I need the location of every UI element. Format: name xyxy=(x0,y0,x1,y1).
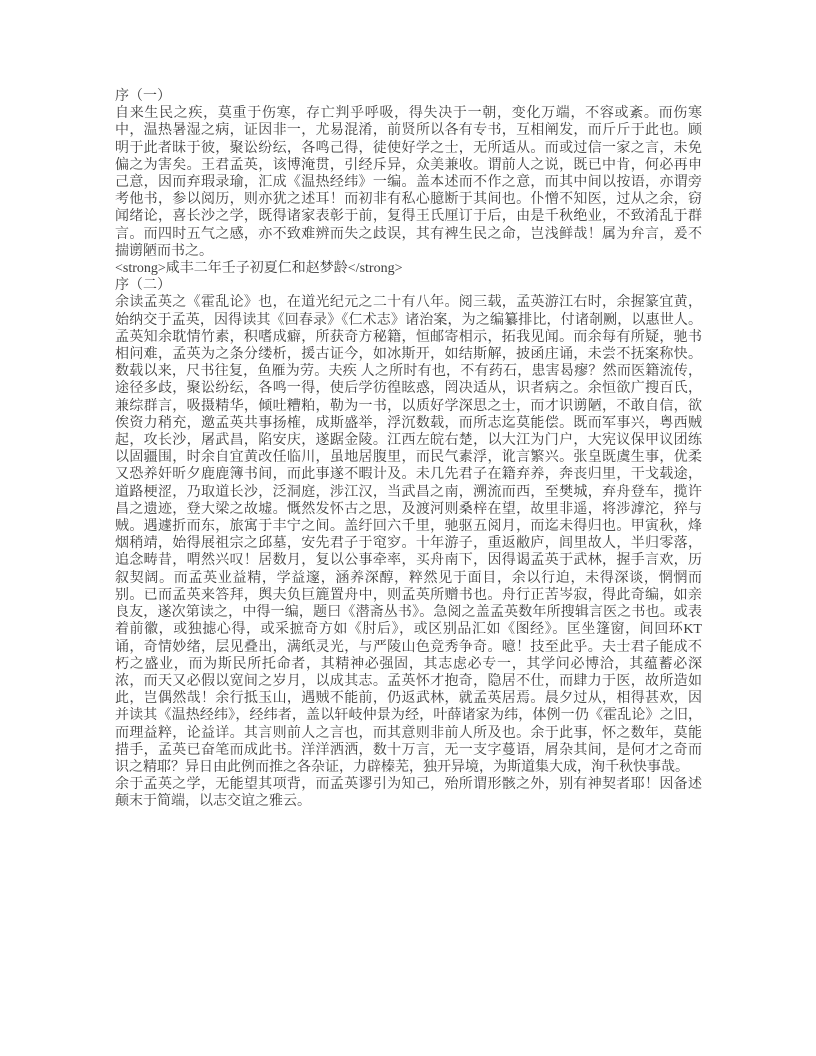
preface-1-paragraph: 自来生民之疾，莫重于伤寒，存亡判乎呼吸，得失决于一朝，变化万端，不容或紊。而伤寒中，温热暑湿之病，证因非一，尤易混淆，前贤所以各有专书，互相阐发，而斤斤于此也。顾明于此者昧于彼，聚讼纷纭，各鸣己得，徒使好学之士，无所适从。而或过信一家之言，未免偏之为害矣。王君孟英，该博淹贯，引经斥异，众美兼收。谓前人之说，既已中肯，何必再申己意，因而弃瑕录瑜，汇成《温热经纬》一编。盖本述而不作之意，而其中间以按语，亦谓旁考他书，参以阅历，则亦犹之述耳！而初非有私心臆断于其间也。仆憎不知医，过从之余，窃闻绪论，喜长沙之学，既得诸家表彰于前，复得王氏厘订于后，由是千秋绝业，不致淆乱于群言。而四时五气之感，亦不致难辨而失之歧误，其有裨生民之命，岂浅鲜哉！属为弁言，爰不揣谫陋而书之。 xyxy=(115,106,702,259)
preface-1-heading: 序（一） xyxy=(115,89,171,104)
preface-2-paragraph: 余读孟英之《霍乱论》也，在道光纪元之二十有八年。阅三载，孟英游江右时，余握篆宜黄，始纳交于孟英，因得读其《回春录》《仁术志》诸治案，为之编纂排比，付诸剞劂，以惠世人。孟英知余耽情竹素，积嗜成癖，所获奇方秘籍，恒邮寄相示，拓我见闻。而余每有所疑，驰书相问难，孟英为之条分缕析，援古证今，如冰斯开，如结斯解，披函庄诵，未尝不抚案称快。数载以来，尺书往复，鱼雁为劳。夫疾 人之所时有也，不有药石，患害曷瘳？然而医籍流传，途径多歧，聚讼纷纭，各鸣一得，使后学彷徨眩惑，罔决适从，识者病之。余恒欲广搜百氏，兼综群言，吸摄精华，倾吐糟粕，勒为一书，以质好学深思之士，而才识谫陋，不敢自信，欲俟资力稍充，邀孟英共事扬榷，成斯盛举，浮沉数载，而所志迄莫能偿。既而军事兴，粤西贼起，攻长沙，屠武昌，陷安庆，遂踞金陵。江西左皖右楚，以大江为门户，大宪议保甲议团练以固疆围，时余自宜黄改任临川，虽地居腹里，而民气素浮，讹言繁兴。张皇既虞生事，优柔又恐养奸昕夕鹿鹿簿书间，而此事遂不暇计及。未几先君子在籍弃养，奔丧归里，干戈载途，道路梗涩，乃取道长沙，泛洞庭，涉江汉，当武昌之南，溯流而西，至樊城，弃舟登车，揽许昌之遗迹，登大梁之故墟。慨然发怀古之思，及渡河则桑梓在望，故里非遥，将涉滹沱，猝与贼。遇遽折而东，旅寓于丰宁之间。盖纡回六千里，驰驱五阅月，而迄未得归也。甲寅秋，烽烟稍靖，始得展祖宗之邱墓，安先君子于窀穸。十年游子，重返敝庐，闾里故人，半归零落，追念畴昔，喟然兴叹！居数月，复以公事牵率，买舟南下，因得谒孟英于武林，握手言欢，历叙契阔。而孟英业益精，学益邃，涵养深醇，粹然见于面目，余以行迫，未得深谈，惘惘而别。已而孟英来答拜，舆夫负巨簏置舟中，则孟英所赠书也。舟行正苦岑寂，得此奇编，如亲良友，遂次第读之，中得一编，题曰《潜斋丛书》。急阅之盖孟英数年所搜辑言医之书也。或表着前徽，或独摅心得，或采摭奇方如《肘后》，或区别品汇如《图经》。匡坐篷窗，间回环KT 诵，奇情妙绪，层见叠出，满纸灵光，与严陵山色竞秀争奇。噫！技至此乎。夫士君子能成不朽之盛业，而为斯民所托命者，其精神必强固，其志虑必专一，其学问必博洽，其蕴蓄必深浓，而天又必假以宽间之岁月，以成其志。孟英怀才抱奇，隐居不仕，而肆力于医，故所造如此，岂偶然哉！余行抵玉山，遇贼不能前，仍返武林，就孟英居焉。晨夕过从，相得甚欢，因并读其《温热经纬》，经纬者，盖以轩岐仲景为经，叶薛诸家为纬，体例一仍《霍乱论》之旧，而理益粹，论益详。其言则前人之言也，而其意则非前人所及也。余于此事，怀之数年，莫能措手，孟英已奋笔而成此书。洋洋洒洒，数十万言，无一支字蔓语，屑杂其间，是何才之奇而识之精耶？异日由此例而推之各杂证，力辟榛芜，独开异境，为斯道集大成，洵千秋快事哉。 xyxy=(115,295,702,775)
preface-2-closing-paragraph: 余于孟英之学，无能望其项背，而孟英谬引为知己，殆所谓形骸之外，别有神契者耶！因备述颠末于简端，以志交谊之雅云。 xyxy=(115,777,702,810)
preface-2-heading: 序（二） xyxy=(115,278,171,294)
preface-1-signature: <strong>咸丰二年壬子初夏仁和赵梦龄</strong> xyxy=(115,261,403,277)
